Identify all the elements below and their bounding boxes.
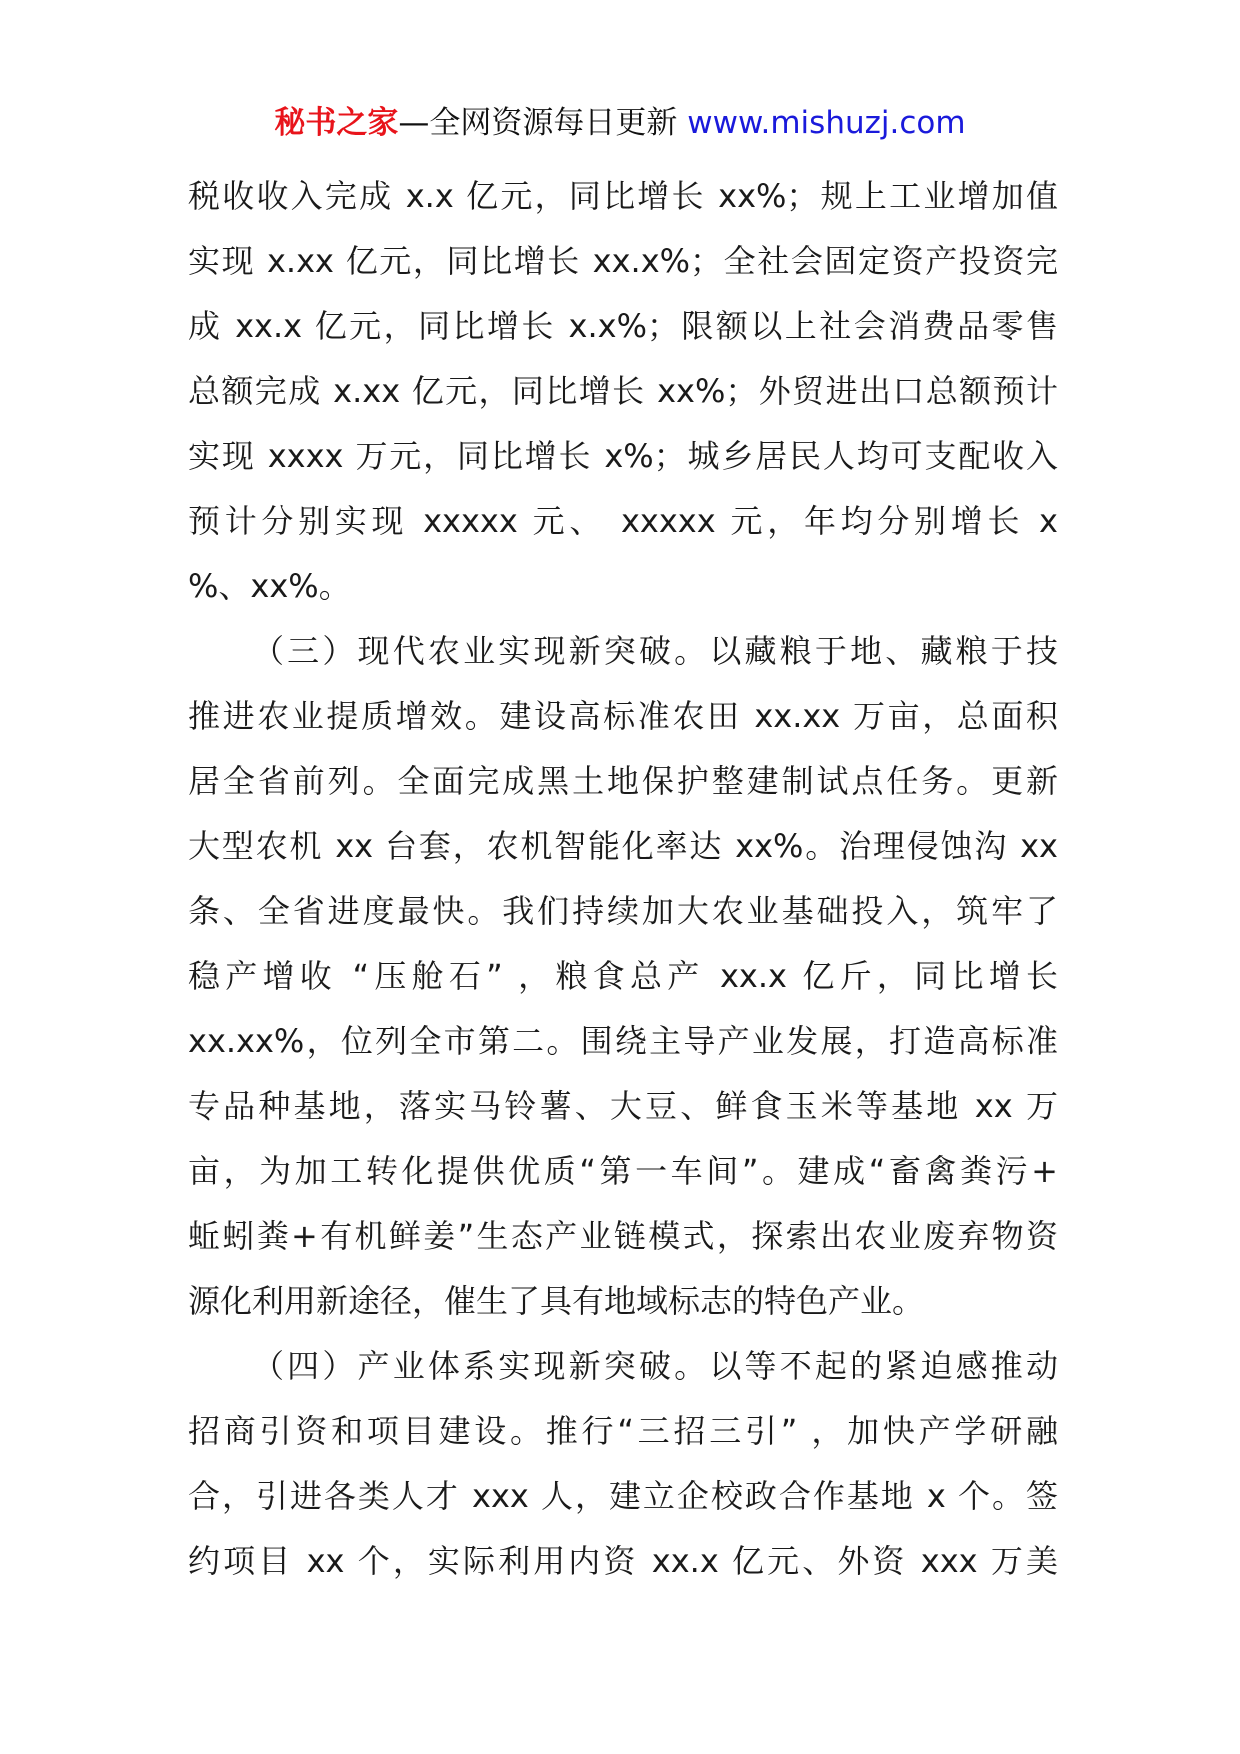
text-line: 大型农机 xx 台套，农机智能化率达 xx%。治理侵蚀沟 xx <box>188 827 1058 865</box>
text-line: 约项目 xx 个，实际利用内资 xx.x 亿元、外资 xxx 万美 <box>188 1542 1058 1580</box>
site-brand: 秘书之家 <box>274 105 399 141</box>
text-line: 源化利用新途径，催生了具有地域标志的特色产业。 <box>188 1282 925 1320</box>
document-body <box>188 164 1058 1594</box>
text-line: 成 xx.x 亿元，同比增长 x.x%；限额以上社会消费品零售 <box>188 307 1058 345</box>
text-line: 居全省前列。全面完成黑土地保护整建制试点任务。更新 <box>188 762 1058 800</box>
site-url-link[interactable]: www.mishuzj.com <box>687 105 966 141</box>
text-line: 预计分别实现 xxxxx 元、 xxxxx 元，年均分别增长 x <box>188 502 1058 540</box>
text-line: 推进农业提质增效。建设高标准农田 xx.xx 万亩，总面积 <box>188 697 1058 735</box>
text-line: 实现 x.xx 亿元，同比增长 xx.x%；全社会固定资产投资完 <box>188 242 1058 280</box>
text-line: 稳产增收 “压舱石” ，粮食总产 xx.x 亿斤，同比增长 <box>188 957 1058 995</box>
site-tagline: —全网资源每日更新 <box>398 105 688 141</box>
text-line: 蚯蚓粪+有机鲜姜”生态产业链模式，探索出农业废弃物资 <box>188 1217 1058 1255</box>
text-line: xx.xx%，位列全市第二。围绕主导产业发展，打造高标准 <box>188 1022 1058 1060</box>
text-line: 招商引资和项目建设。推行“三招三引” ，加快产学研融 <box>188 1412 1058 1450</box>
text-line: 合，引进各类人才 xxx 人，建立企校政合作基地 x 个。签 <box>188 1477 1058 1515</box>
text-line: 税收收入完成 x.x 亿元，同比增长 xx%；规上工业增加值 <box>188 177 1058 215</box>
site-header <box>0 100 1240 146</box>
text-line: 专品种基地，落实马铃薯、大豆、鲜食玉米等基地 xx 万 <box>188 1087 1058 1125</box>
text-line: 条、全省进度最快。我们持续加大农业基础投入，筑牢了 <box>188 892 1058 930</box>
text-line: 实现 xxxx 万元，同比增长 x%；城乡居民人均可支配收入 <box>188 437 1058 475</box>
text-line: %、xx%。 <box>188 567 351 605</box>
text-line: 亩，为加工转化提供优质“第一车间”。建成“畜禽粪污+ <box>188 1152 1058 1190</box>
section-heading-line: （三）现代农业实现新突破。以藏粮于地、藏粮于技 <box>252 632 1058 670</box>
section-heading-line: （四）产业体系实现新突破。以等不起的紧迫感推动 <box>252 1347 1058 1385</box>
text-line: 总额完成 x.xx 亿元，同比增长 xx%；外贸进出口总额预计 <box>188 372 1058 410</box>
